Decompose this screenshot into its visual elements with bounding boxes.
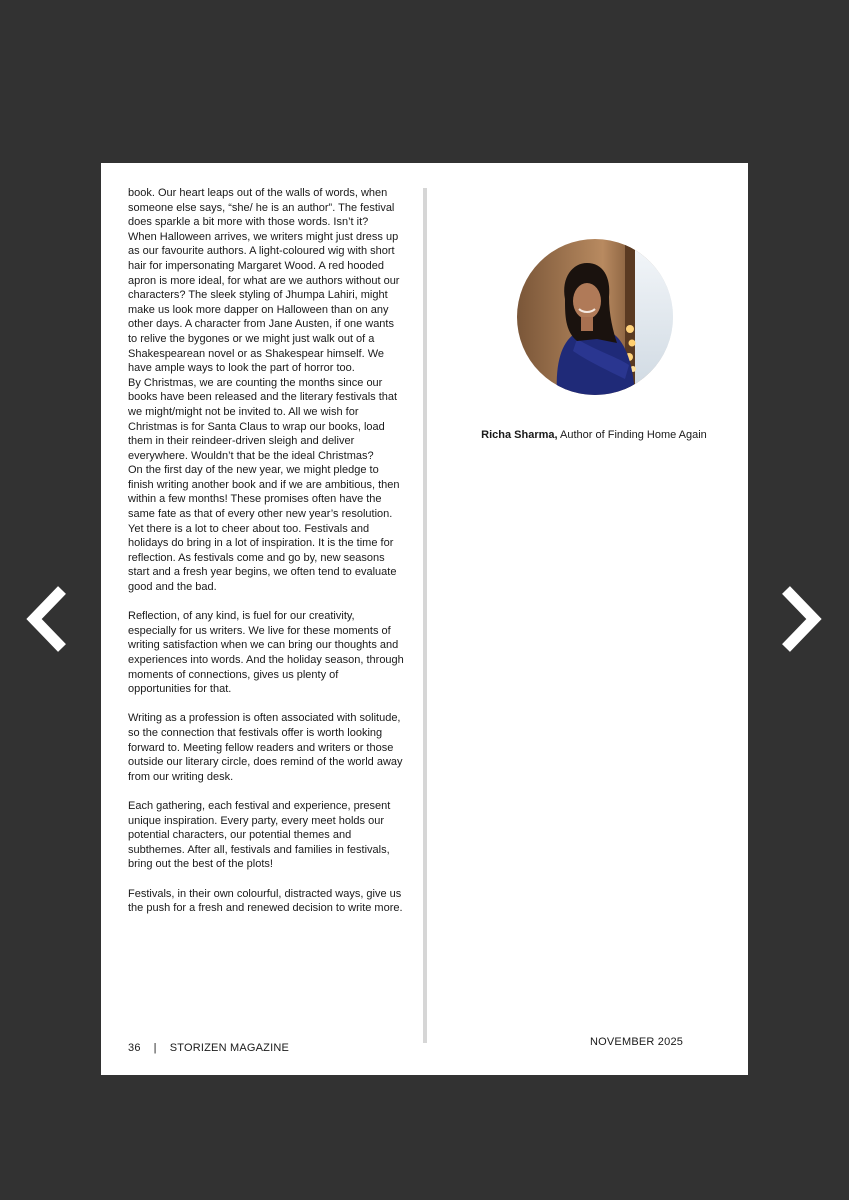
column-divider xyxy=(423,188,427,1043)
page-footer xyxy=(128,1042,289,1054)
chevron-left-icon xyxy=(22,584,72,654)
article-paragraph: On the first day of the new year, we might pledge to finish writing another book and if we are ambitious, then within a few months! These promises often have the same fate as that of every other new year’s resolution. Yet there is a lot to cheer about too. Festivals and holidays do bring in a lot of inspiration. It is the time for reflection. As festivals come and go by, new seasons start and a fresh year begins, we often tend to evaluate good and the bad. xyxy=(128,464,400,594)
chevron-right-icon xyxy=(776,584,826,654)
author-name: Richa Sharma, xyxy=(481,429,558,441)
issue-date: NOVEMBER 2025 xyxy=(590,1036,684,1048)
next-page-button[interactable] xyxy=(776,584,826,654)
article-paragraph: Festivals, in their own colourful, distracted ways, give us the push for a fresh and renewed decision to write more. xyxy=(128,887,403,915)
article-paragraph: Each gathering, each festival and experience, present unique inspiration. Every party, every meet holds our potential characters, our potential themes and subthemes. After all, festivals and families in festivals, bring out the best of the plots! xyxy=(128,799,391,871)
magazine-name: STORIZEN MAGAZINE xyxy=(169,1042,290,1054)
author-role: Author of Finding Home Again xyxy=(560,429,707,441)
article-paragraph: Writing as a profession is often associated with solitude, so the connection that festivals offer is worth looking forward to. Meeting fellow readers and writers or those outside our literary circle, does remind of the world away from our writing desk. xyxy=(128,712,403,783)
article-paragraph: book. Our heart leaps out of the walls of words, when someone else says, “she/ he is an author”. The festival does sparkle a bit more with those words. Isn’t it? xyxy=(128,187,395,229)
article-paragraph: When Halloween arrives, we writers might just dress up as our favourite authors. A light-coloured wig with short hair for impersonating Margaret Wood. A red hooded apron is more ideal, for what are we authors without our characters? The sleek styling of Jhumpa Lahiri, might make us look more dapper on Halloween than on any other days. A character from Jane Austen, if one wants to relive the bygones or we might just walk out of a Shakespearean novel or as Shakespear himself. We have ample ways to look the part of horror too. xyxy=(128,230,400,375)
author-photo xyxy=(517,239,673,395)
article-body xyxy=(128,186,404,916)
magazine-page xyxy=(101,163,748,1075)
article-paragraph: Reflection, of any kind, is fuel for our creativity, especially for us writers. We live for these moments of writing satisfaction when we can bring our thoughts and experiences into words. And the holiday season, through moments of connections, gives us plenty of opportunities for that. xyxy=(128,610,404,696)
previous-page-button[interactable] xyxy=(22,584,72,654)
footer-separator: | xyxy=(153,1042,157,1054)
article-paragraph: By Christmas, we are counting the months since our books have been released and the literary festivals that we might/might not be invited to. All we wish for Christmas is for Santa Claus to wrap our books, load them in their reindeer-driven sleigh and deliver everywhere. Wouldn’t that be the ideal Christmas? xyxy=(128,376,398,462)
page-number: 36 xyxy=(128,1042,141,1054)
photo-caption xyxy=(431,429,757,441)
